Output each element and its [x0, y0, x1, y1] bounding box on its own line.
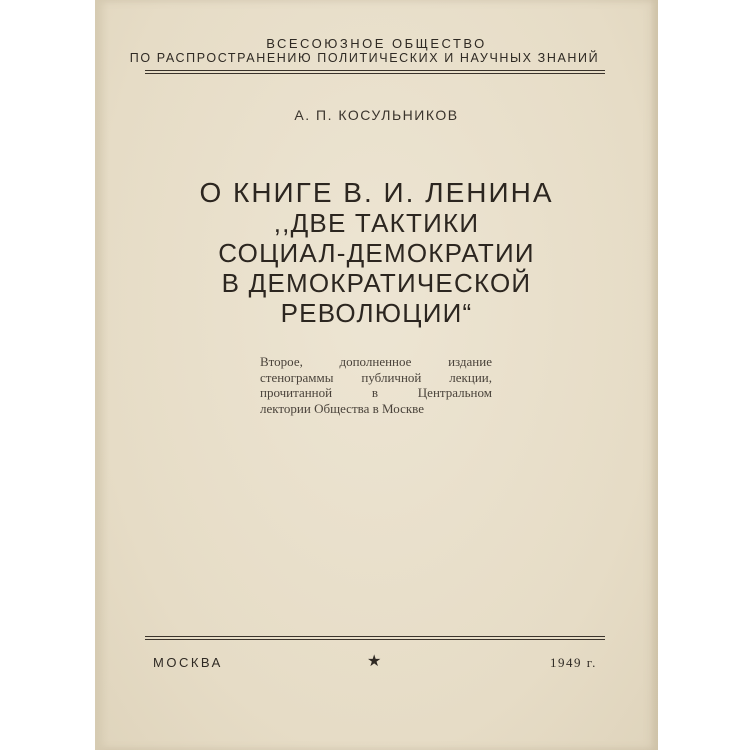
author-name: А. П. КОСУЛЬНИКОВ: [294, 107, 459, 123]
publication-city: МОСКВА: [153, 655, 223, 670]
publication-year: 1949 г.: [550, 655, 597, 670]
footer-rule-bottom: [145, 639, 605, 640]
publisher-society-line-2: ПО РАСПРОСТРАНЕНИЮ ПОЛИТИЧЕСКИХ И НАУЧНЫХ ЗНАНИЙ: [129, 51, 600, 65]
header-rule-bottom: [145, 73, 605, 74]
header-rule-top: [145, 70, 605, 71]
book-title: [95, 178, 658, 328]
edition-note-line: стенограммы публичной лекции,: [260, 369, 492, 385]
publisher-society-line-1: ВСЕСОЮЗНОЕ ОБЩЕСТВО: [266, 36, 487, 51]
title-line: ,,ДВЕ ТАКТИКИ: [273, 208, 480, 238]
book-cover-page: [95, 0, 658, 750]
footer-rule-top: [145, 636, 605, 637]
title-line: О КНИГЕ В. И. ЛЕНИНА: [199, 177, 554, 208]
title-line: В ДЕМОКРАТИЧЕСКОЙ: [221, 268, 532, 298]
edition-note-line: Второе, дополненное издание: [260, 354, 492, 369]
edition-note: [260, 354, 492, 416]
title-line: РЕВОЛЮЦИИ“: [280, 298, 473, 328]
edition-note-line: лектории Общества в Москве: [260, 400, 424, 416]
star-icon: ★: [367, 653, 382, 670]
edition-note-line: прочитанной в Центральном: [260, 385, 492, 400]
title-line: СОЦИАЛ-ДЕМОКРАТИИ: [218, 238, 535, 268]
